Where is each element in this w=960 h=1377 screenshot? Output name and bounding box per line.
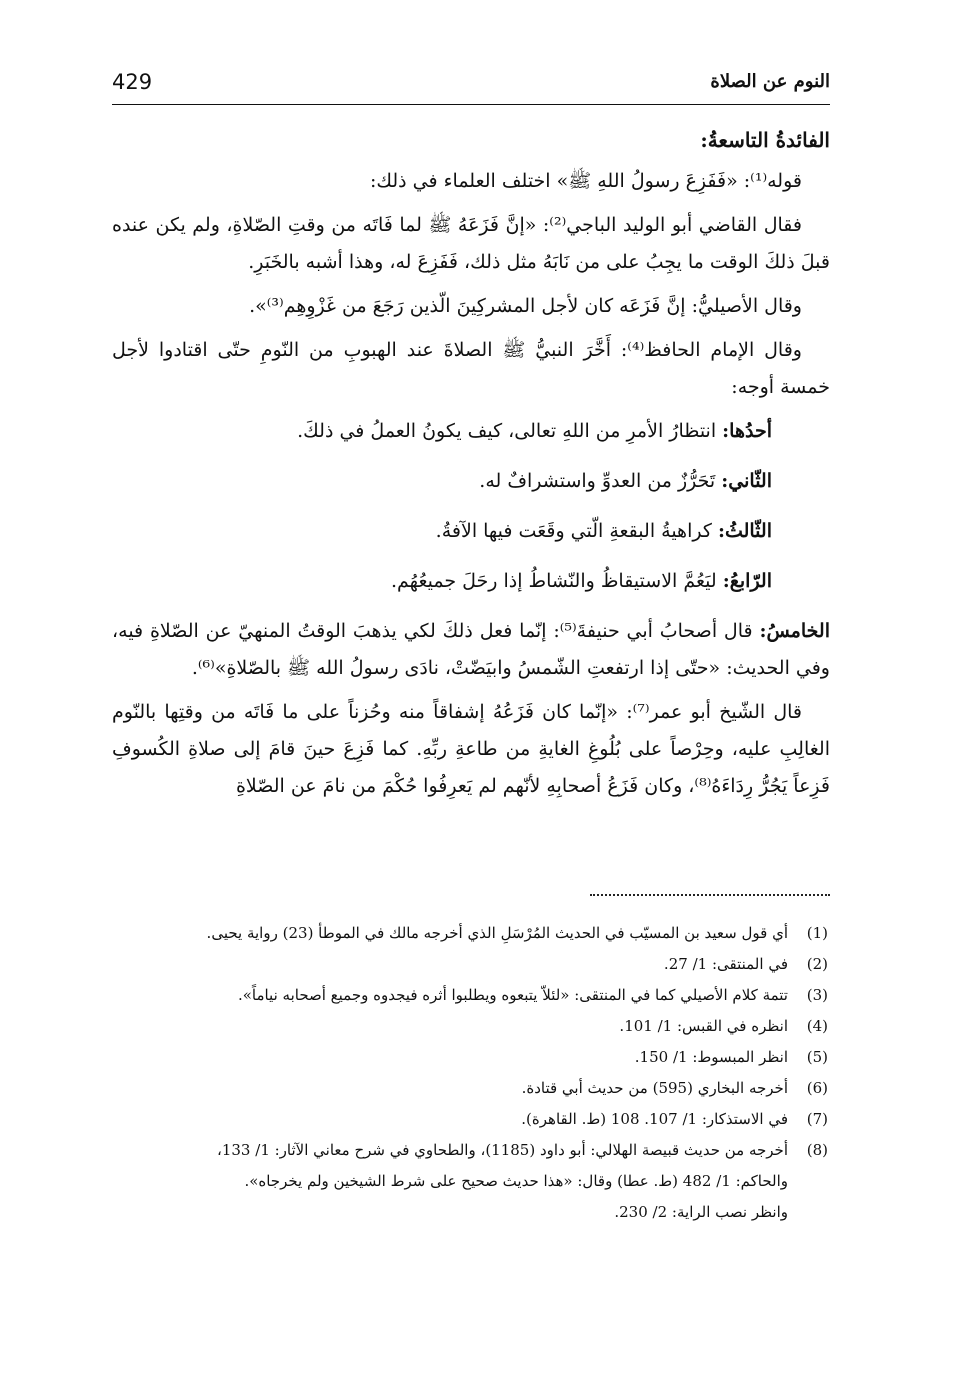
footnotes	[112, 918, 830, 1228]
paragraph: وقال الإمام الحافظ⁽⁴⁾: أَخَّرَ النبيُّ ﷺ الصلاةَ عند الهبوبِ من النّومِ حتّى اقتادوا لأجل خمسة أوجه:	[112, 339, 830, 398]
footnote-line: وانظر نصب الراية: 2/ 230.	[614, 1203, 788, 1221]
list-item-text: ليَعُمَّ الاستيقاظُ والنّشاطُ إذا رحَلَ جميعُهُم.	[391, 570, 717, 592]
footnote-text	[112, 918, 788, 949]
footnote	[112, 980, 830, 1011]
running-header	[112, 68, 830, 105]
list-item	[112, 513, 772, 550]
page-number: 429	[112, 70, 153, 94]
footnote-number: (2)	[806, 955, 828, 973]
chapter-title: النوم عن الصلاة	[710, 71, 830, 92]
footnote-line: في الاستذكار: 1/ 107. 108 (ط. القاهرة).	[521, 1110, 788, 1128]
footnote-line: أي قول سعيد بن المسيّب في الحديث المُرْسَلِ الذي أخرجه مالك في الموطأ (23) رواية يحيى.	[206, 924, 788, 942]
list-item	[112, 463, 772, 500]
list-item-lead: الرّابعُ:	[722, 570, 772, 592]
paragraph: فقال القاضي أبو الوليد الباجي⁽²⁾: «إنَّ فَزَعَهُ ﷺ لما فَاتَه من وقتِ الصّلاةِ، ولم يكن عنده قبلَ ذلكَ الوقت ما يجِبُ على من نَابَهُ مثل ذلك، فَفَزِعَ له، وهذا أشبه بالخَبَرِ.	[112, 214, 830, 273]
footnote	[112, 1104, 830, 1135]
fifth-reason-text: قال أصحابُ أبي حنيفةَ⁽⁵⁾: إنّما فعل ذلكَ لكي يذهبَ الوقتُ المنهيّ عن الصّلاةِ فيه، وفي الحديث: «حتّى إذا ارتفعتِ الشّمسُ وابيَضّتْ، نادَى رسولُ الله ﷺ بالصّلاةِ»⁽⁶⁾.	[112, 620, 830, 679]
footnote	[112, 1135, 830, 1228]
list-item	[112, 413, 772, 450]
footnote-line: انظر المبسوط: 1/ 150.	[634, 1048, 788, 1066]
footnote-line: في المنتقى: 1/ 27.	[663, 955, 788, 973]
footnote-line: تتمة كلام الأصيلي كما في المنتقى: «لئلاّ يتبعوه ويطلبوا أثره فيجدوه وجميع أصحابه نياماً».	[237, 986, 788, 1004]
footnote	[112, 949, 830, 980]
footnote-number: (1)	[806, 924, 828, 942]
footnote-number: (5)	[806, 1048, 828, 1066]
footnote-number: (7)	[806, 1110, 828, 1128]
footnote-text	[112, 1042, 788, 1073]
main-text	[112, 122, 830, 812]
list-item-text: تَحَرُّزٌ من العدوِّ واستشرافٌ له.	[479, 470, 716, 492]
footnote-text	[112, 980, 788, 1011]
footnote-number: (6)	[806, 1079, 828, 1097]
list-item-lead: الثّاني:	[721, 470, 772, 492]
list-item-lead: الثّالثُ:	[717, 520, 772, 542]
footnote-separator	[590, 894, 830, 896]
paragraph: وقال الأصيليُّ: إنَّ فَزَعَه كان لأجل المشركِينَ الّذين رَجَعَ من غَزْوِهِم⁽³⁾».	[249, 295, 802, 317]
fifth-reason-lead: الخامسُ:	[759, 620, 830, 642]
footnote	[112, 1073, 830, 1104]
footnote-number: (3)	[806, 986, 828, 1004]
footnote-line: انظره في القبس: 1/ 101.	[619, 1017, 788, 1035]
footnote-text	[112, 1073, 788, 1104]
closing-paragraph: قال الشّيخ أبو عمر⁽⁷⁾: «إنّما كان فَزَعُهُ إشفاقاً منه وحُزناً على ما فَاتَه من وقتِها بالنّوم الغالِبِ عليه، وحِرْصاً على بُلُوغِ الغايةِ من طاعةِ ربِّهِ. كما فَزِعَ حينَ قامَ إلى صلاةِ الكُسوفِ فَزِعاً يَجُرُّ رِدَاءَهُ⁽⁸⁾، وكان فَزَعُ أصحابِهِ لأنّهم لم يَعرِفُوا حُكْمَ من نامَ عن الصّلاةِ	[112, 701, 830, 797]
footnote-text	[112, 1011, 788, 1042]
footnote-text	[112, 1104, 788, 1135]
paragraph: قوله⁽¹⁾: «فَفَزِعَ رسولُ اللهِ ﷺ» اختلف العلماء في ذلك:	[369, 170, 802, 192]
list-item-lead: أحدُها:	[722, 420, 772, 442]
footnote-line: والحاكم: 1/ 482 (ط. عطا) وقال: «هذا حديث صحيح على شرط الشيخين ولم يخرجاه».	[244, 1172, 788, 1190]
footnote-text	[112, 949, 788, 980]
list-item-text: كراهيةُ البقعةِ الّتي وقَعَت فيها الآفةُ.	[435, 520, 712, 542]
section-heading: الفائدةُ التاسعةُ:	[700, 128, 830, 152]
footnote	[112, 918, 830, 949]
footnote-number: (4)	[806, 1017, 828, 1035]
footnote-line: أخرجه البخاري (595) من حديث أبي قتادة.	[521, 1079, 788, 1097]
footnote-text	[112, 1135, 788, 1228]
footnote	[112, 1011, 830, 1042]
fifth-reason	[112, 613, 830, 687]
list-item-text: انتظارُ الأمرِ من اللهِ تعالى، كيف يكونُ العملُ في ذلكَ.	[297, 420, 717, 442]
footnote-line: أخرجه من حديث قبيصة الهلالي: أبو داود (1185)، والطحاوي في شرح معاني الآثار: 1/ 133،	[217, 1141, 788, 1159]
list-item	[112, 563, 772, 600]
footnote	[112, 1042, 830, 1073]
footnote-number: (8)	[806, 1141, 828, 1159]
